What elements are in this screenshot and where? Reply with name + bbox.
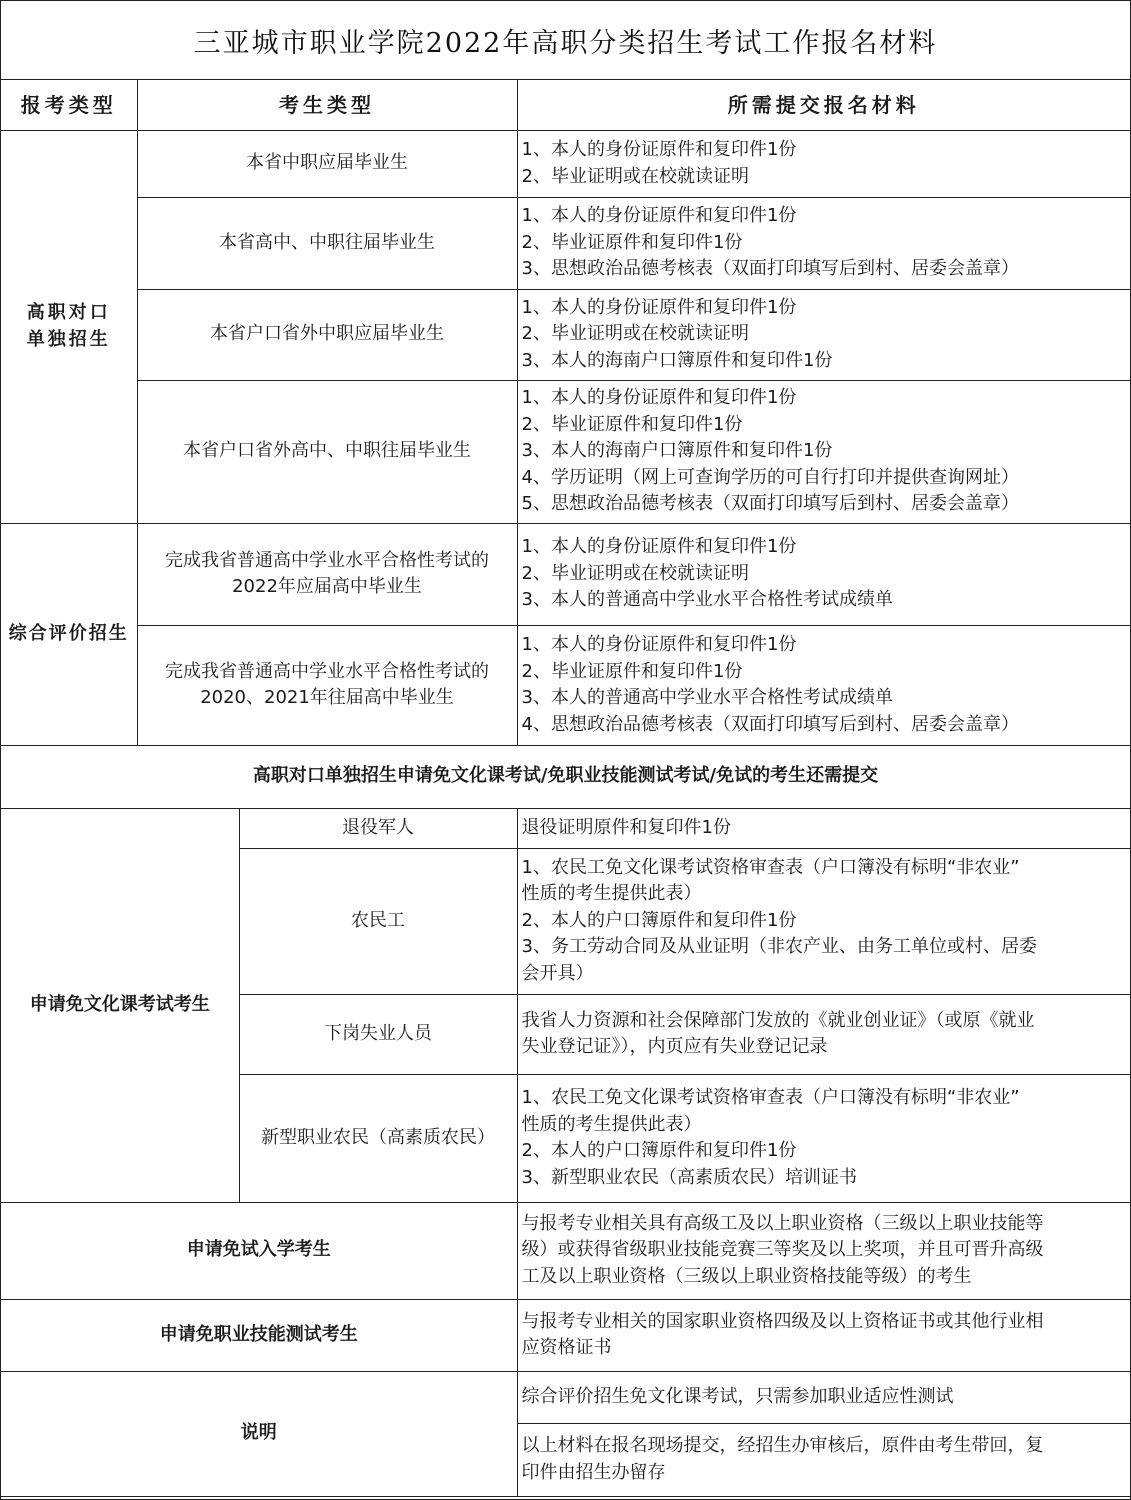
- materials-cell: 与报考专业相关具有高级工及以上职业资格（三级以上职业技能等 级）或获得省级职业技能竞赛三等奖及以上奖项，并且可晋升高级 工及以上职业资格（三级以上职业资格技能等级）的考生: [517, 1202, 1130, 1299]
- note-cell: 综合评价招生免文化课考试，只需参加职业适应性测试: [517, 1371, 1130, 1423]
- materials-cell: 1、农民工免文化课考试资格审查表（户口簿没有标明“非农业” 性质的考生提供此表） 2、本人的户口簿原件和复印件1份 3、新型职业农民（高素质农民）培训证书: [517, 1074, 1130, 1202]
- student-type: 农民工: [239, 848, 517, 994]
- category-gaozhi-duikou: 高职对口 单独招生: [1, 130, 137, 523]
- category-zonghe-pingjia: 综合评价招生: [1, 523, 137, 745]
- table-row: [1, 523, 1130, 625]
- materials-cell: 我省人力资源和社会保障部门发放的《就业创业证》（或原《就业 失业登记证》），内页应有失业登记记录: [517, 994, 1130, 1074]
- materials-cell: 退役证明原件和复印件1份: [517, 808, 1130, 848]
- student-type: 完成我省普通高中学业水平合格性考试的 2022年应届高中毕业生: [137, 523, 517, 625]
- materials-cell: 与报考专业相关的国家职业资格四级及以上资格证书或其他行业相 应资格证书: [517, 1299, 1130, 1371]
- materials-cell: 1、农民工免文化课考试资格审查表（户口簿没有标明“非农业” 性质的考生提供此表） 2、本人的户口簿原件和复印件1份 3、务工劳动合同及从业证明（非农产业、由务工单位或村、居委 会开具）: [517, 848, 1130, 994]
- registration-materials-table: [1, 80, 1130, 1497]
- student-type: 本省中职应届毕业生: [137, 130, 517, 197]
- category-mian-wenhuake: 申请免文化课考试考生: [1, 808, 239, 1202]
- category-mianshi-ruxue: 申请免试入学考生: [1, 1202, 517, 1299]
- category-notes: 说明: [1, 1371, 517, 1496]
- student-type: 本省高中、中职往届毕业生: [137, 197, 517, 289]
- table-row: [1, 1299, 1130, 1371]
- materials-cell: 1、本人的身份证原件和复印件1份 2、毕业证原件和复印件1份 3、思想政治品德考核表（双面打印填写后到村、居委会盖章）: [517, 197, 1130, 289]
- materials-cell: 1、本人的身份证原件和复印件1份 2、毕业证明或在校就读证明 3、本人的普通高中学业水平合格性考试成绩单: [517, 523, 1130, 625]
- student-type: 新型职业农民（高素质农民）: [239, 1074, 517, 1202]
- table-row: [1, 289, 1130, 380]
- materials-cell: 1、本人的身份证原件和复印件1份 2、毕业证明或在校就读证明 3、本人的海南户口簿原件和复印件1份: [517, 289, 1130, 380]
- table-row: [1, 130, 1130, 197]
- student-type: 退役军人: [239, 808, 517, 848]
- table-row: [1, 808, 1130, 848]
- student-type: 本省户口省外中职应届毕业生: [137, 289, 517, 380]
- note-cell: 以上材料在报名现场提交，经招生办审核后，原件由考生带回，复 印件由招生办留存: [517, 1423, 1130, 1496]
- page-title: 三亚城市职业学院2022年高职分类招生考试工作报名材料: [1, 1, 1130, 80]
- header-row: [1, 80, 1130, 130]
- table-row: [1, 197, 1130, 289]
- student-type: 下岗失业人员: [239, 994, 517, 1074]
- table-row: [1, 625, 1130, 745]
- table-row: [1, 380, 1130, 523]
- section-title: 高职对口单独招生申请免文化课考试/免职业技能测试考试/免试的考生还需提交: [1, 745, 1130, 808]
- student-type: 完成我省普通高中学业水平合格性考试的 2020、2021年往届高中毕业生: [137, 625, 517, 745]
- table-row: [1, 1202, 1130, 1299]
- header-student-type: 考生类型: [137, 80, 517, 130]
- materials-cell: 1、本人的身份证原件和复印件1份 2、毕业证原件和复印件1份 3、本人的海南户口簿原件和复印件1份 4、学历证明（网上可查询学历的可自行打印并提供查询网址） 5、思想政治品德考核表（双面打印填写后到村、居委会盖章）: [517, 380, 1130, 523]
- header-category: 报考类型: [1, 80, 137, 130]
- materials-cell: 1、本人的身份证原件和复印件1份 2、毕业证原件和复印件1份 3、本人的普通高中学业水平合格性考试成绩单 4、思想政治品德考核表（双面打印填写后到村、居委会盖章）: [517, 625, 1130, 745]
- table-row: [1, 1371, 1130, 1423]
- materials-cell: 1、本人的身份证原件和复印件1份 2、毕业证明或在校就读证明: [517, 130, 1130, 197]
- section-title-row: [1, 745, 1130, 808]
- header-materials: 所需提交报名材料: [517, 80, 1130, 130]
- student-type: 本省户口省外高中、中职往届毕业生: [137, 380, 517, 523]
- category-mian-zhiye-jineng: 申请免职业技能测试考生: [1, 1299, 517, 1371]
